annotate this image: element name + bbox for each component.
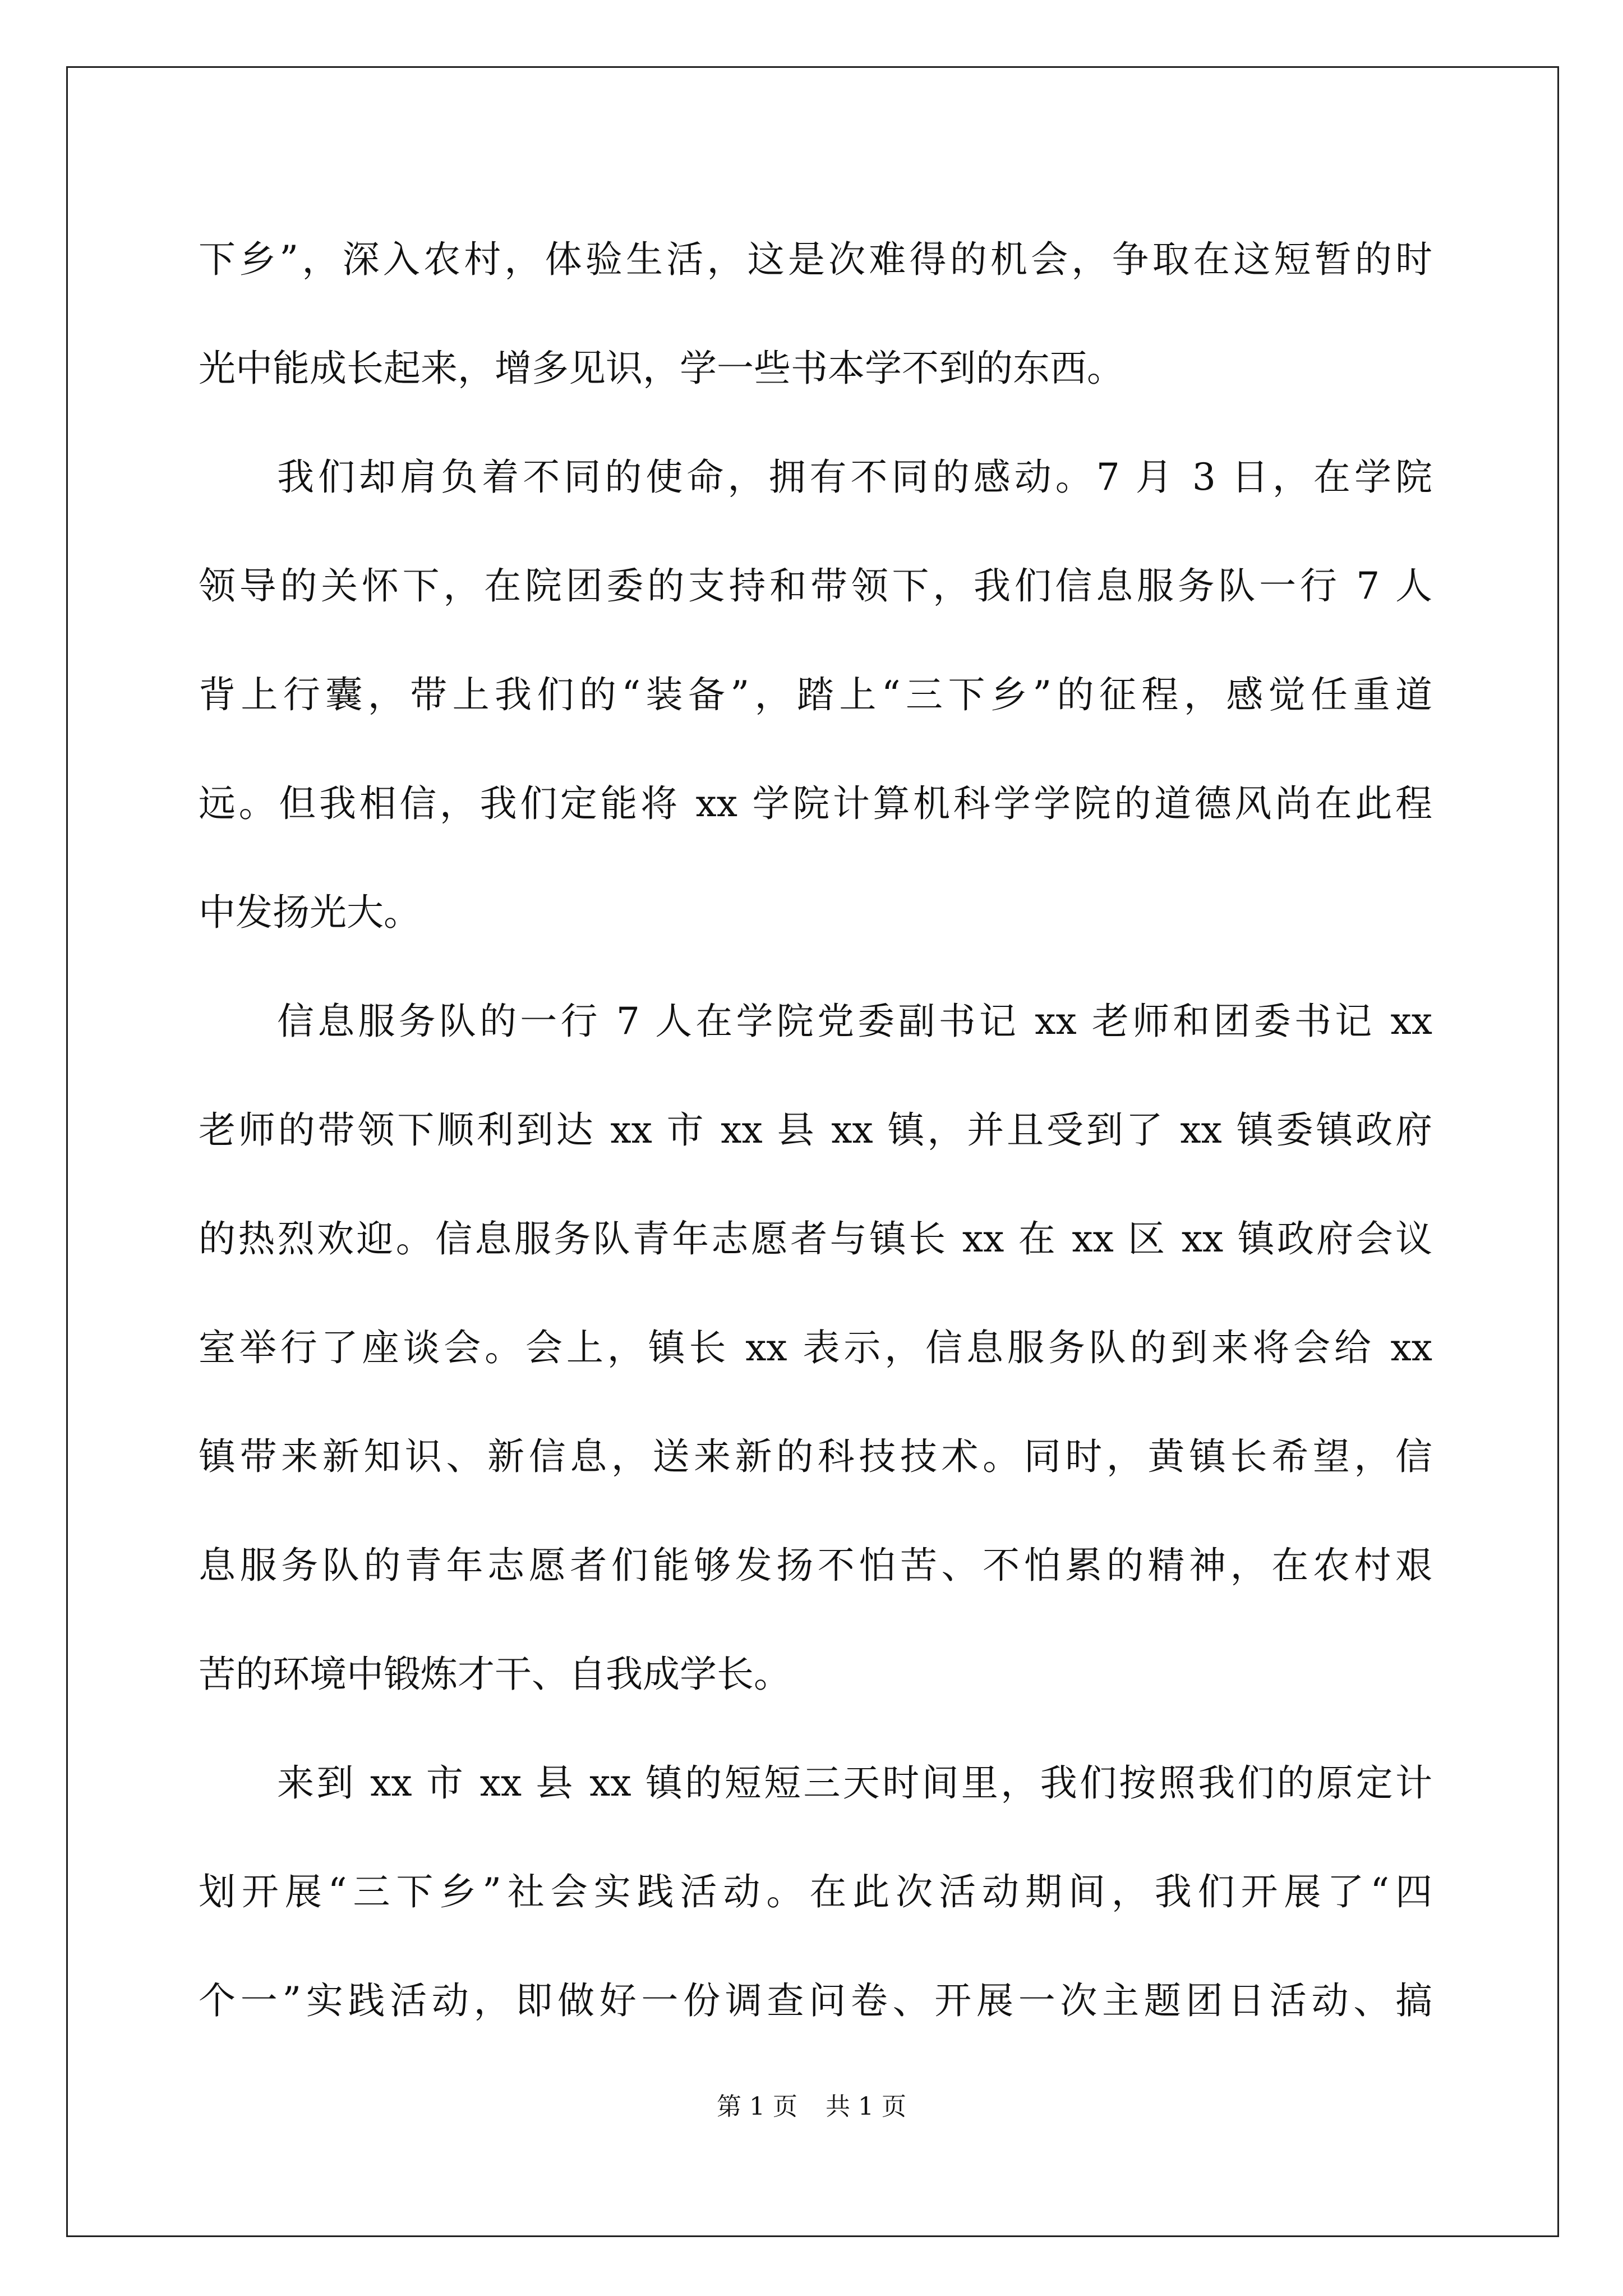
page-total: 共 1 页 [826, 2092, 906, 2121]
document-body [199, 218, 1432, 2068]
text-line: 信息服务队的一行 7 人在学院党委副书记 xx 老师和团委书记 xx [277, 1000, 1432, 1043]
text-line: 老师的带领下顺利到达 xx 市 xx 县 xx 镇，并且受到了 xx 镇委镇政府 [199, 1108, 1432, 1152]
page-footer [0, 2090, 1623, 2124]
text-line: 室举行了座谈会。会上，镇长 xx 表示，信息服务队的到来将会给 xx [199, 1326, 1432, 1369]
page-number: 第 1 页 [717, 2092, 797, 2121]
text-line: 的热烈欢迎。信息服务队青年志愿者与镇长 xx 在 xx 区 xx 镇政府会议 [199, 1217, 1432, 1260]
text-line: 远。但我相信，我们定能将 xx 学院计算机科学学院的道德风尚在此程 [199, 782, 1432, 825]
text-line: 光中能成长起来，增多见识，学一些书本学不到的东西。 [199, 347, 1124, 390]
text-line: 息服务队的青年志愿者们能够发扬不怕苦、不怕累的精神，在农村艰 [199, 1544, 1432, 1587]
text-line: 来到 xx 市 xx 县 xx 镇的短短三天时间里，我们按照我们的原定计 [277, 1761, 1432, 1805]
text-line: 下乡”，深入农村，体验生活，这是次难得的机会，争取在这短暂的时 [199, 238, 1432, 281]
text-line: 领导的关怀下，在院团委的支持和带领下，我们信息服务队一行 7 人 [199, 564, 1432, 608]
text-line: 划开展“三下乡”社会实践活动。在此次活动期间，我们开展了“四 [199, 1870, 1432, 1913]
text-line: 个一”实践活动，即做好一份调查问卷、开展一次主题团日活动、搞 [199, 1979, 1432, 2022]
text-line: 镇带来新知识、新信息，送来新的科技技术。同时，黄镇长希望，信 [199, 1435, 1432, 1478]
text-line: 苦的环境中锻炼才干、自我成学长。 [199, 1653, 791, 1696]
text-line: 中发扬光大。 [199, 891, 421, 934]
text-line: 我们却肩负着不同的使命，拥有不同的感动。7 月 3 日，在学院 [277, 455, 1432, 499]
text-line: 背上行囊，带上我们的“装备”，踏上“三下乡”的征程，感觉任重道 [199, 673, 1432, 716]
